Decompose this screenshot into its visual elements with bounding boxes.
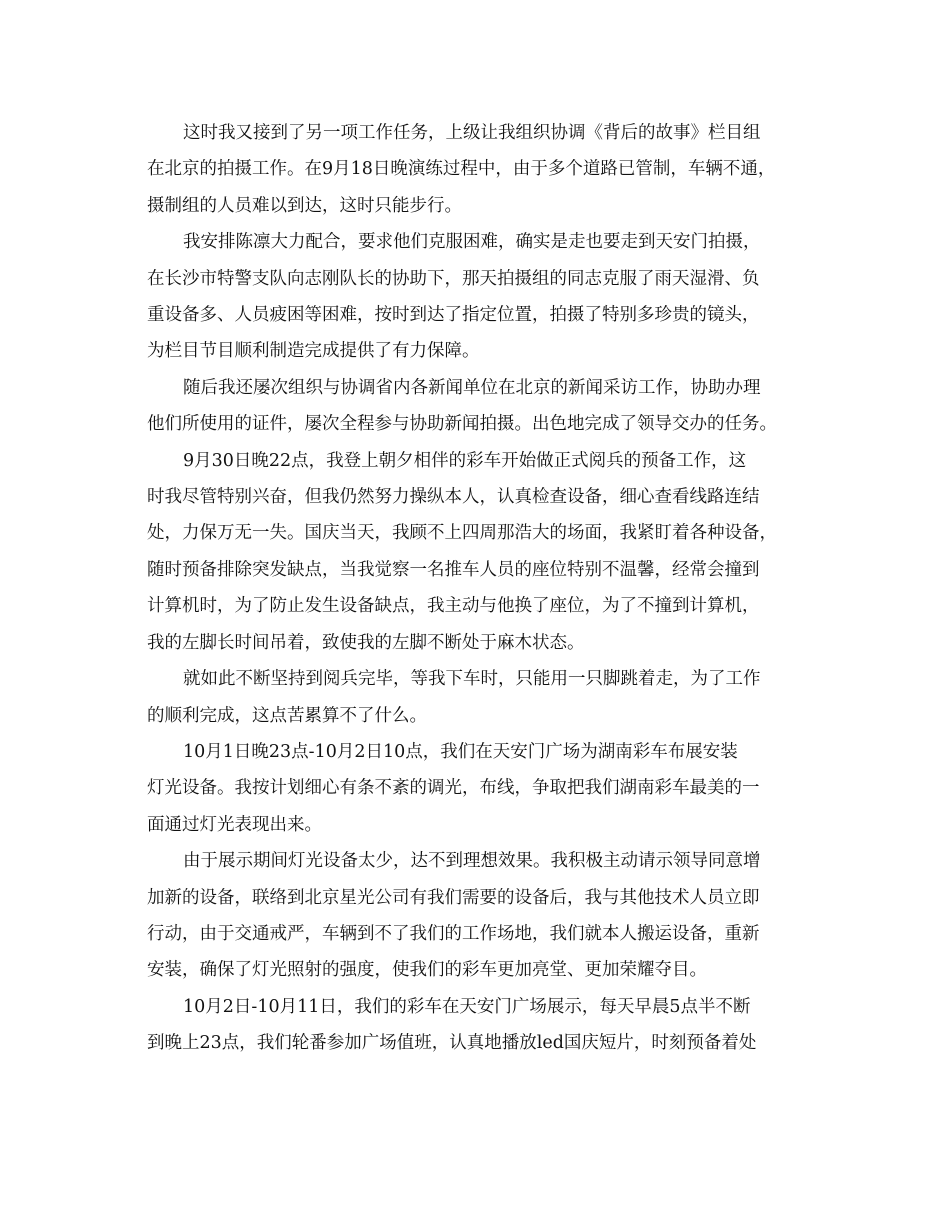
text-line: 在北京的拍摄工作。在9月18日晚演练过程中，由于多个道路已管制，车辆不通， <box>147 159 776 180</box>
text-line: 到晚上23点，我们轮番参加广场值班，认真地播放led国庆短片，时刻预备着处 <box>147 1033 757 1054</box>
text-line: 面通过灯光表现出来。 <box>147 814 322 835</box>
text-line: 重设备多、人员疲困等困难，按时到达了指定位置，拍摄了特别多珍贵的镜头， <box>147 305 760 326</box>
text-line: 灯光设备。我按计划细心有条不紊的调光，布线，争取把我们湖南彩车最美的一 <box>147 778 760 799</box>
text-line: 加新的设备，联络到北京星光公司有我们需要的设备后，我与其他技术人员立即 <box>147 887 760 908</box>
paragraph-3 <box>147 370 827 443</box>
paragraph-6 <box>147 734 827 843</box>
text-line: 他们所使用的证件，屡次全程参与协助新闻拍摄。出色地完成了领导交办的任务。 <box>147 414 777 435</box>
text-line: 我的左脚长时间吊着，致使我的左脚不断处于麻木状态。 <box>147 632 585 653</box>
text-line: 的顺利完成，这点苦累算不了什么。 <box>147 705 427 726</box>
paragraph-2 <box>147 224 827 370</box>
text-line: 我安排陈凛大力配合，要求他们克服困难，确实是走也要走到天安门拍摄， <box>183 232 761 253</box>
paragraph-1 <box>147 115 827 224</box>
text-line: 随时预备排除突发缺点，当我觉察一名推车人员的座位特别不温馨，经常会撞到 <box>147 559 760 580</box>
text-line: 时我尽管特别兴奋，但我仍然努力操纵本人，认真检查设备，细心查看线路连结 <box>147 487 760 508</box>
text-line: 处，力保万无一失。国庆当天，我顾不上四周那浩大的场面，我紧盯着各种设备， <box>147 523 777 544</box>
text-line: 在长沙市特警支队向志刚队长的协助下，那天拍摄组的同志克服了雨天湿滑、负 <box>147 268 760 289</box>
document-body <box>147 115 827 1062</box>
text-line: 行动，由于交通戒严，车辆到不了我们的工作场地，我们就本人搬运设备，重新 <box>147 923 760 944</box>
paragraph-7 <box>147 843 827 989</box>
text-line: 10月2日-10月11日，我们的彩车在天安门广场展示，每天早晨5点半不断 <box>183 996 751 1017</box>
text-line: 为栏目节目顺利制造完成提供了有力保障。 <box>147 341 480 362</box>
text-line: 这时我又接到了另一项工作任务，上级让我组织协调《背后的故事》栏目组 <box>183 123 761 143</box>
paragraph-4 <box>147 443 827 661</box>
paragraph-5 <box>147 661 827 734</box>
paragraph-8 <box>147 989 827 1062</box>
text-line: 计算机时，为了防止发生设备缺点，我主动与他换了座位，为了不撞到计算机， <box>147 596 760 617</box>
text-line: 随后我还屡次组织与协调省内各新闻单位在北京的新闻采访工作，协助办理 <box>183 377 761 398</box>
text-line: 9月30日晚22点，我登上朝夕相伴的彩车开始做正式阅兵的预备工作，这 <box>183 450 747 471</box>
text-line: 10月1日晚23点-10月2日10点，我们在天安门广场为湖南彩车布展安装 <box>183 741 738 762</box>
text-line: 摄制组的人员难以到达，这时只能步行。 <box>147 195 462 216</box>
text-line: 就如此不断坚持到阅兵完毕，等我下车时，只能用一只脚跳着走，为了工作 <box>183 669 761 690</box>
text-line: 安装，确保了灯光照射的强度，使我们的彩车更加亮堂、更加荣耀夺目。 <box>147 960 707 981</box>
text-line: 由于展示期间灯光设备太少，达不到理想效果。我积极主动请示领导同意增 <box>183 851 761 872</box>
